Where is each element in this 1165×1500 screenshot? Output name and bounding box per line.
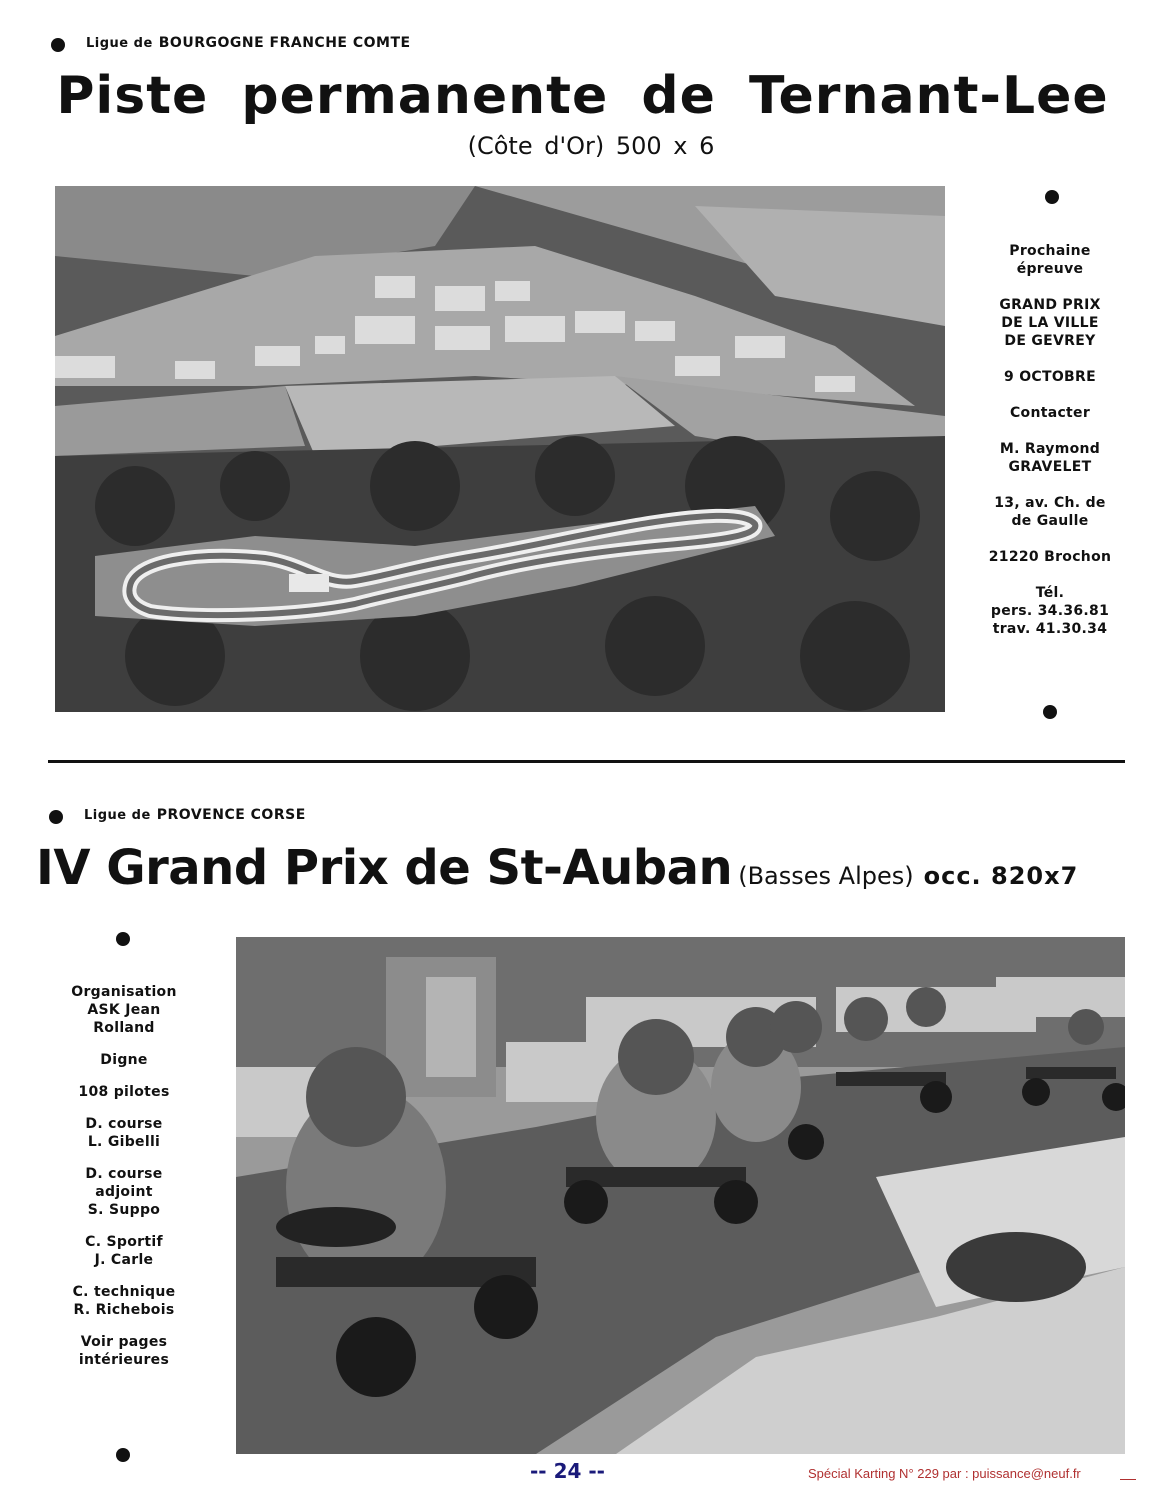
league-heading-bourgogne xyxy=(86,35,411,51)
page-title-st-auban xyxy=(36,840,1078,896)
section-divider xyxy=(48,760,1125,763)
credit-text: Spécial Karting N° 229 par : puissance@neuf.fr xyxy=(808,1466,1081,1481)
sidebar-city: 21220 Brochon xyxy=(988,549,1112,565)
sidebar-drivers: 108 pilotes xyxy=(78,1084,170,1100)
sidebar-see-pages: Voir pages intérieures xyxy=(78,1334,170,1368)
league-name: BOURGOGNE FRANCHE COMTE xyxy=(158,35,411,51)
sidebar-event-date: 9 OCTOBRE xyxy=(1004,369,1096,385)
sidebar-contact-label: Contacter xyxy=(1009,405,1091,421)
sidebar-contact-name: M. Raymond GRAVELET xyxy=(999,441,1101,475)
sidebar-race-director: D. course L. Gibelli xyxy=(85,1116,163,1150)
page-number: -- 24 -- xyxy=(530,1459,605,1483)
bullet-icon xyxy=(51,38,65,52)
bullet-icon xyxy=(49,810,63,824)
sidebar-next-event xyxy=(975,242,1125,638)
title-occ: occ. 820x7 xyxy=(923,862,1079,890)
sidebar-organiser: Organisation ASK Jean Rolland xyxy=(71,984,177,1036)
credit-underline xyxy=(1120,1479,1136,1480)
subtitle-cote-dor: (Côte d'Or) 500 x 6 xyxy=(467,132,715,160)
aerial-track-photo xyxy=(55,186,945,712)
bullet-icon xyxy=(1045,190,1059,204)
sidebar-address: 13, av. Ch. de de Gaulle xyxy=(994,495,1106,529)
bullet-icon xyxy=(116,932,130,946)
sidebar-location: Digne xyxy=(100,1052,148,1068)
bullet-icon xyxy=(116,1448,130,1462)
sidebar-event-name: GRAND PRIX DE LA VILLE DE GEVREY xyxy=(999,297,1101,349)
sidebar-phones: Tél. pers. 34.36.81 trav. 41.30.34 xyxy=(990,585,1110,637)
sidebar-organisation xyxy=(50,983,198,1369)
page-title-ternant-lee: Piste permanente de Ternant-Lee xyxy=(56,66,1109,126)
league-label: Ligue de xyxy=(86,36,153,51)
league-label: Ligue de xyxy=(84,808,151,823)
title-main: IV Grand Prix de St-Auban xyxy=(36,840,733,896)
sidebar-next-label: Prochaine épreuve xyxy=(1009,243,1091,277)
sidebar-deputy-director: D. course adjoint S. Suppo xyxy=(85,1166,163,1218)
bullet-icon xyxy=(1043,705,1057,719)
title-region: (Basses Alpes) xyxy=(738,862,914,890)
league-heading-provence xyxy=(84,807,306,823)
league-name: PROVENCE CORSE xyxy=(156,807,306,823)
sidebar-technical-commissioner: C. technique R. Richebois xyxy=(72,1284,176,1318)
sidebar-sporting-commissioner: C. Sportif J. Carle xyxy=(85,1234,163,1268)
karting-race-photo xyxy=(236,937,1125,1454)
